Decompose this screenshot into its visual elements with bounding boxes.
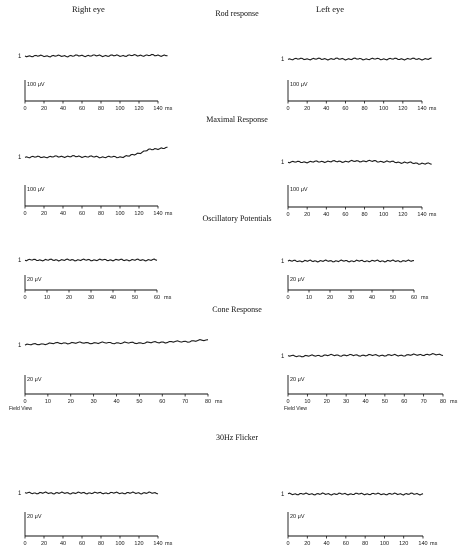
left-eye-heading: Left eye [316, 4, 345, 14]
tick-label-c1-e0-140: 140 [153, 211, 163, 217]
tick-label-c0-e1-140: 140 [417, 106, 427, 112]
tick-label-c1-e0-120: 120 [134, 211, 144, 217]
section-title-maximal-response: Maximal Response [206, 115, 268, 124]
scale-label-c1-e1: 100 μV [290, 187, 308, 193]
stimulus-marker-c1-e1: 1 [281, 160, 285, 166]
tick-label-c2-e0-30: 30 [87, 295, 95, 301]
section-title-cone-response: Cone Response [212, 305, 262, 314]
tick-label-c4-e1-0: 0 [286, 541, 290, 547]
scale-label-c3-e1: 20 μV [290, 377, 305, 383]
ms-label-c3-e0: ms [215, 399, 223, 405]
tick-label-c2-e1-10: 10 [305, 295, 313, 301]
section-title-rod-response: Rod response [215, 9, 259, 18]
tick-label-c4-e1-60: 60 [342, 541, 349, 547]
tick-label-c3-e1-30: 30 [343, 399, 350, 405]
ms-label-c1-e0: ms [165, 211, 173, 217]
ms-label-c2-e1: ms [421, 295, 429, 301]
trace-c1-e1 [288, 160, 432, 164]
tick-label-c1-e0-60: 60 [78, 211, 86, 217]
tick-label-c2-e0-20: 20 [65, 295, 73, 301]
section-title-oscillatory-potentials: Oscillatory Potentials [202, 214, 272, 223]
tick-label-c0-e0-20: 20 [40, 106, 48, 112]
stimulus-marker-c3-e0: 1 [18, 343, 22, 349]
tick-label-c3-e0-40: 40 [113, 399, 120, 405]
scale-label-c0-e1: 100 μV [290, 82, 308, 88]
tick-label-c0-e1-100: 100 [379, 106, 389, 112]
stimulus-marker-c4-e0: 1 [18, 491, 22, 497]
ms-label-c0-e1: ms [429, 106, 437, 112]
stimulus-marker-c4-e1: 1 [281, 492, 285, 498]
tick-label-c3-e0-30: 30 [90, 399, 97, 405]
tick-label-c3-e0-0: 0 [23, 399, 27, 405]
scale-label-c3-e0: 20 μV [27, 377, 42, 383]
tick-label-c1-e0-80: 80 [97, 211, 105, 217]
tick-label-c4-e1-100: 100 [379, 541, 390, 547]
trace-c0-e1 [288, 58, 432, 60]
trace-c3-e0 [25, 340, 208, 346]
tick-label-c1-e0-100: 100 [115, 211, 125, 217]
tick-label-c3-e0-10: 10 [44, 399, 51, 405]
tick-label-c0-e1-0: 0 [286, 106, 290, 112]
tick-label-c2-e0-10: 10 [43, 295, 51, 301]
tick-label-c3-e0-80: 80 [204, 399, 212, 405]
tick-label-c0-e0-100: 100 [115, 106, 125, 112]
scale-label-c4-e0: 20 μV [27, 514, 42, 520]
trace-c2-e1 [288, 260, 414, 262]
tick-label-c1-e1-60: 60 [342, 212, 349, 218]
tick-label-c1-e1-120: 120 [398, 212, 408, 218]
tick-label-c0-e0-140: 140 [153, 106, 163, 112]
tick-label-c1-e0-20: 20 [40, 211, 48, 217]
tick-label-c4-e0-40: 40 [59, 541, 67, 547]
right-eye-heading: Right eye [72, 4, 105, 14]
stimulus-marker-c0-e0: 1 [18, 54, 22, 60]
tick-label-c1-e1-80: 80 [361, 212, 368, 218]
tick-label-c3-e1-40: 40 [362, 399, 369, 405]
ms-label-c2-e0: ms [164, 295, 172, 301]
field-view-label-left: Field View [284, 406, 307, 412]
tick-label-c2-e1-20: 20 [326, 295, 334, 301]
stimulus-marker-c2-e1: 1 [281, 259, 285, 265]
tick-label-c3-e0-70: 70 [182, 399, 189, 405]
tick-label-c3-e1-70: 70 [420, 399, 427, 405]
tick-label-c3-e1-20: 20 [323, 399, 330, 405]
tick-label-c2-e1-30: 30 [347, 295, 355, 301]
tick-label-c3-e0-20: 20 [67, 399, 74, 405]
tick-label-c2-e1-40: 40 [368, 295, 376, 301]
tick-label-c0-e0-120: 120 [134, 106, 144, 112]
tick-label-c3-e1-50: 50 [381, 399, 388, 405]
tick-label-c3-e0-50: 50 [136, 399, 143, 405]
tick-label-c3-e1-0: 0 [286, 399, 290, 405]
trace-c4-e1 [288, 493, 423, 495]
trace-c0-e0 [25, 55, 168, 57]
tick-label-c0-e0-60: 60 [78, 106, 86, 112]
tick-label-c1-e1-100: 100 [379, 212, 389, 218]
ms-label-c1-e1: ms [429, 212, 437, 218]
tick-label-c2-e0-40: 40 [109, 295, 117, 301]
tick-label-c1-e1-0: 0 [286, 212, 290, 218]
ms-label-c4-e0: ms [165, 541, 173, 547]
tick-label-c2-e0-60: 60 [153, 295, 161, 301]
tick-label-c4-e1-80: 80 [362, 541, 369, 547]
scale-label-c1-e0: 100 μV [27, 187, 45, 193]
tick-label-c0-e1-40: 40 [323, 106, 330, 112]
ms-label-c4-e1: ms [430, 541, 438, 547]
stimulus-marker-c2-e0: 1 [18, 258, 22, 264]
trace-c4-e0 [25, 492, 158, 494]
tick-label-c3-e1-80: 80 [439, 399, 447, 405]
tick-label-c0-e1-60: 60 [342, 106, 349, 112]
trace-c3-e1 [288, 354, 443, 357]
tick-label-c0-e1-20: 20 [304, 106, 311, 112]
stimulus-marker-c3-e1: 1 [281, 354, 285, 360]
tick-label-c3-e1-60: 60 [401, 399, 408, 405]
tick-label-c4-e1-140: 140 [418, 541, 428, 547]
tick-label-c4-e0-80: 80 [97, 541, 105, 547]
tick-label-c4-e1-120: 120 [399, 541, 409, 547]
tick-label-c4-e1-40: 40 [323, 541, 330, 547]
tick-label-c3-e1-10: 10 [304, 399, 311, 405]
tick-label-c2-e1-60: 60 [410, 295, 418, 301]
tick-label-c1-e1-40: 40 [323, 212, 330, 218]
scale-label-c4-e1: 20 μV [290, 514, 305, 520]
field-view-label-right: Field View [9, 406, 32, 412]
tick-label-c1-e1-140: 140 [417, 212, 427, 218]
section-title-30hz-flicker: 30Hz Flicker [216, 433, 258, 442]
trace-c1-e0 [25, 147, 168, 158]
tick-label-c2-e1-50: 50 [389, 295, 397, 301]
tick-label-c0-e0-80: 80 [97, 106, 105, 112]
tick-label-c1-e1-20: 20 [304, 212, 311, 218]
tick-label-c4-e0-100: 100 [115, 541, 125, 547]
scale-label-c2-e1: 20 μV [290, 277, 305, 283]
tick-label-c4-e0-140: 140 [153, 541, 163, 547]
tick-label-c1-e0-0: 0 [23, 211, 27, 217]
ms-label-c0-e0: ms [165, 106, 173, 112]
tick-label-c4-e0-60: 60 [78, 541, 86, 547]
tick-label-c4-e0-0: 0 [23, 541, 27, 547]
tick-label-c2-e0-0: 0 [23, 295, 27, 301]
stimulus-marker-c0-e1: 1 [281, 57, 285, 63]
tick-label-c0-e1-120: 120 [398, 106, 408, 112]
tick-label-c4-e0-20: 20 [40, 541, 48, 547]
tick-label-c2-e1-0: 0 [286, 295, 290, 301]
scale-label-c2-e0: 20 μV [27, 277, 42, 283]
tick-label-c2-e0-50: 50 [131, 295, 139, 301]
stimulus-marker-c1-e0: 1 [18, 155, 22, 161]
tick-label-c3-e0-60: 60 [159, 399, 166, 405]
tick-label-c4-e1-20: 20 [304, 541, 311, 547]
ms-label-c3-e1: ms [450, 399, 458, 405]
tick-label-c0-e0-0: 0 [23, 106, 27, 112]
trace-c2-e0 [25, 259, 157, 261]
tick-label-c1-e0-40: 40 [59, 211, 67, 217]
tick-label-c0-e0-40: 40 [59, 106, 67, 112]
tick-label-c0-e1-80: 80 [361, 106, 368, 112]
tick-label-c4-e0-120: 120 [134, 541, 144, 547]
scale-label-c0-e0: 100 μV [27, 82, 45, 88]
